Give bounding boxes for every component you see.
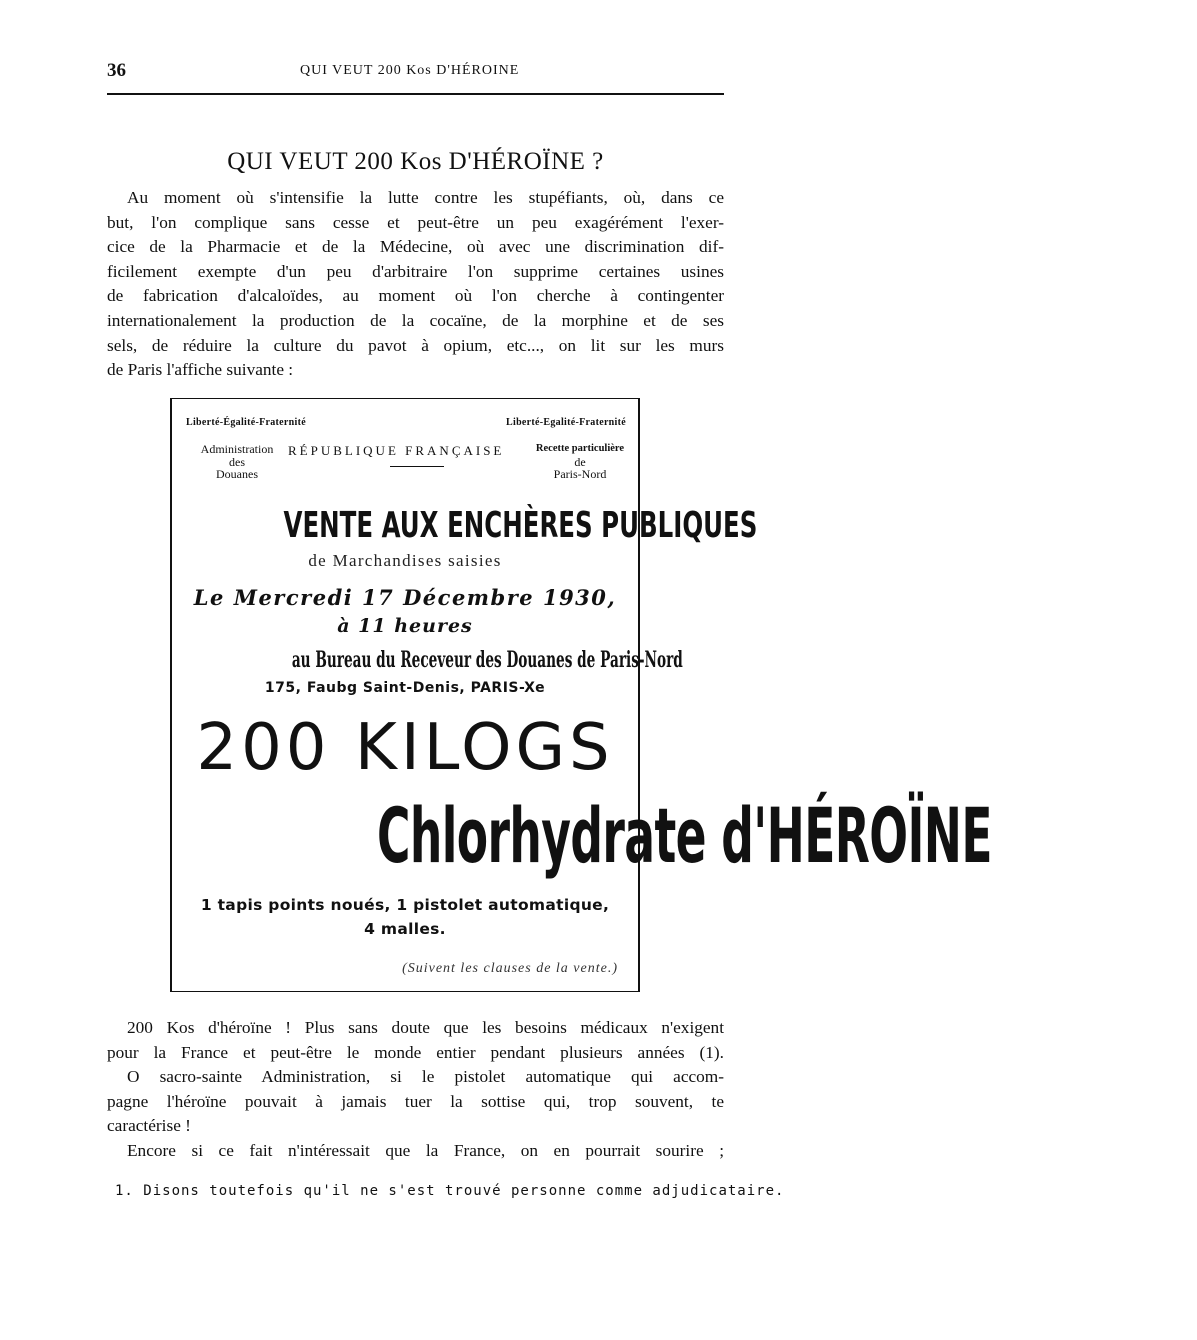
location-wrap bbox=[172, 647, 683, 673]
admin-line: des bbox=[229, 454, 245, 469]
poster-time: à 11 heures bbox=[337, 615, 473, 637]
after-line: caractérise ! bbox=[107, 1116, 191, 1136]
page-number: 36 bbox=[107, 60, 126, 81]
recette-paris-nord bbox=[530, 443, 630, 481]
recette-line: Recette particulière bbox=[535, 443, 625, 454]
poster-quantity: 200 KILOGS bbox=[196, 711, 614, 785]
intro-paragraph bbox=[107, 186, 724, 383]
headline-wrap bbox=[172, 505, 758, 546]
poster-address: 175, Faubg Saint-Denis, PARIS-Xe bbox=[264, 680, 546, 696]
after-line: 200 Kos d'héroïne ! Plus sans doute que les besoins médicaux n'exigent bbox=[127, 1018, 724, 1037]
intro-line: sels, de réduire la culture du pavot à opium, etc..., on lit sur les murs bbox=[107, 335, 724, 355]
recette-line: de bbox=[574, 454, 586, 469]
after-line: Encore si ce fait n'intéressait que la France, on en pourrait sourire ; bbox=[127, 1140, 724, 1160]
auction-poster bbox=[170, 398, 992, 992]
after-line: pour la France et peut-être le monde entier pendant plusieurs années (1). bbox=[107, 1042, 724, 1062]
intro-line: cice de la Pharmacie et de la Médecine, où avec une discrimination dif- bbox=[107, 237, 724, 257]
motto-left: Liberté-Égalité-Fraternité bbox=[186, 417, 306, 428]
republique-francaise: RÉPUBLIQUE FRANÇAISE bbox=[288, 443, 505, 458]
poster-date: Le Mercredi 17 Décembre 1930, bbox=[193, 585, 617, 610]
after-line: pagne l'héroïne pouvait à jamais tuer la sottise qui, trop souvent, te bbox=[107, 1091, 724, 1111]
admin-line: Administration bbox=[200, 442, 274, 456]
intro-line: but, l'on complique sans cesse et peut-être un peu exagérément l'exer- bbox=[107, 212, 724, 232]
poster-subheadline: de Marchandises saisies bbox=[308, 551, 502, 570]
poster-location: au Bureau du Receveur des Douanes de Paris-Nord bbox=[291, 647, 683, 673]
product-wrap bbox=[172, 791, 992, 880]
republique-rule bbox=[390, 466, 444, 467]
poster-clauses: (Suivent les clauses de la vente.) bbox=[402, 961, 618, 976]
intro-line: Au moment où s'intensifie la lutte contre les stupéfiants, où, dans ce bbox=[127, 188, 724, 207]
header-rule bbox=[107, 93, 724, 95]
poster-headline: VENTE AUX ENCHÈRES PUBLIQUES bbox=[283, 505, 758, 546]
footnote: 1. Disons toutefois qu'il ne s'est trouvé personne comme adjudicataire. bbox=[115, 1183, 785, 1199]
items-line: 1 tapis points noués, 1 pistolet automatique, bbox=[200, 896, 610, 914]
intro-line: internationalement la production de la cocaïne, de la morphine et de ses bbox=[107, 310, 724, 330]
admin-douanes bbox=[182, 443, 292, 481]
poster-product: Chlorhydrate d'HÉROÏNE bbox=[376, 791, 992, 880]
running-title: QUI VEUT 200 Kos D'HÉROINE bbox=[300, 63, 520, 78]
motto-right: Liberté-Egalité-Fraternité bbox=[506, 417, 626, 428]
items-line: 4 malles. bbox=[364, 920, 446, 938]
after-paragraph bbox=[107, 1016, 724, 1164]
poster-items bbox=[172, 893, 638, 941]
intro-line: de Paris l'affiche suivante : bbox=[107, 360, 294, 380]
intro-line: ficilement exempte d'un peu d'arbitraire l'on supprime certaines usines bbox=[107, 261, 724, 281]
intro-line: de fabrication d'alcaloïdes, au moment où l'on cherche à contingenter bbox=[107, 286, 724, 306]
admin-line: Douanes bbox=[216, 467, 258, 481]
article-title: QUI VEUT 200 Kos D'HÉROÏNE ? bbox=[227, 148, 604, 175]
after-line: O sacro-sainte Administration, si le pistolet automatique qui accom- bbox=[127, 1067, 724, 1087]
recette-line: Paris-Nord bbox=[553, 467, 607, 481]
